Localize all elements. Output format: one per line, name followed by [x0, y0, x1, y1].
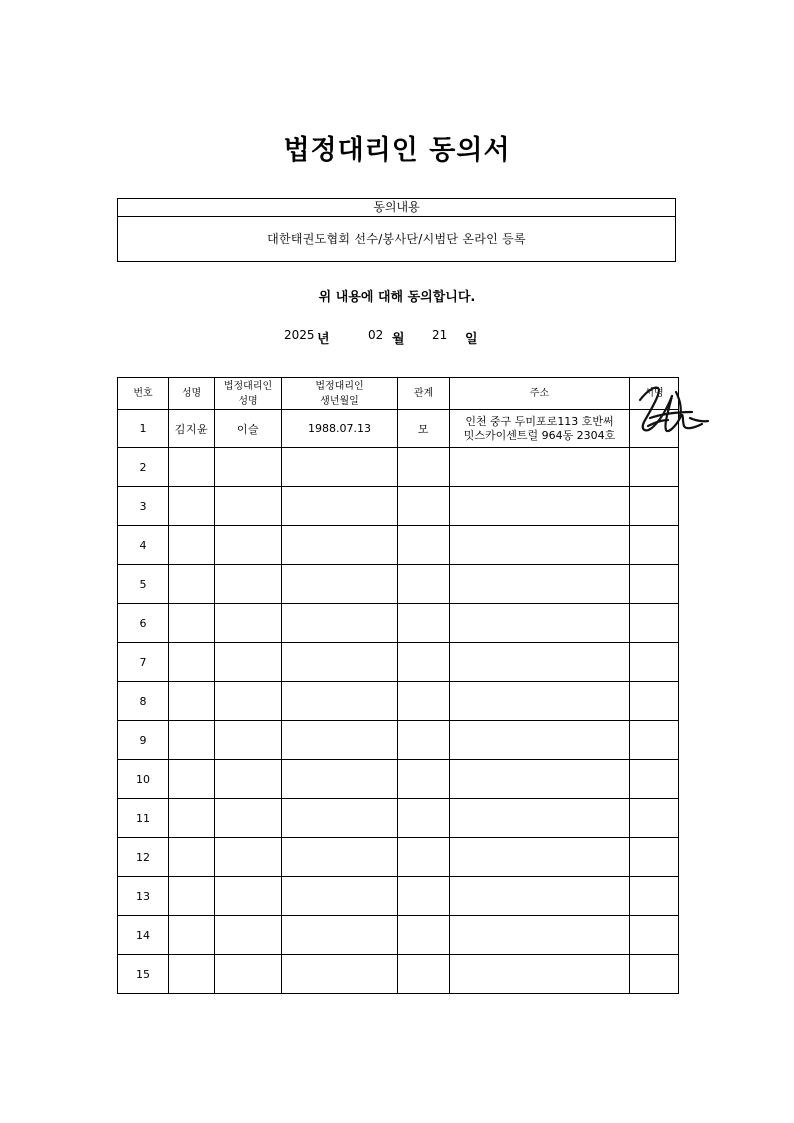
guardian-table [117, 377, 679, 994]
cell-name [169, 955, 215, 994]
cell-relation [398, 565, 450, 604]
cell-address [450, 877, 630, 916]
cell-no: 12 [118, 838, 169, 877]
header-address: 주소 [450, 378, 630, 410]
cell-guardian-birth [282, 838, 398, 877]
table-row [118, 604, 679, 643]
cell-signature [630, 760, 679, 799]
cell-no: 5 [118, 565, 169, 604]
cell-no: 15 [118, 955, 169, 994]
cell-address [450, 448, 630, 487]
cell-address [450, 410, 630, 448]
cell-no: 10 [118, 760, 169, 799]
header-guardian-name-line2: 성명 [238, 395, 258, 407]
cell-guardian-birth [282, 955, 398, 994]
cell-guardian-birth [282, 916, 398, 955]
handwritten-signature [632, 378, 712, 444]
date-month: 02 [368, 328, 384, 342]
table-row [118, 410, 679, 448]
cell-name [169, 604, 215, 643]
cell-no: 1 [118, 410, 169, 448]
cell-address-line1: 인천 중구 두미포로113 호반써 [465, 414, 614, 428]
cell-guardian-birth [282, 643, 398, 682]
cell-relation [398, 955, 450, 994]
cell-signature [630, 799, 679, 838]
cell-guardian-birth [282, 526, 398, 565]
cell-name [169, 682, 215, 721]
table-row [118, 799, 679, 838]
cell-no: 7 [118, 643, 169, 682]
cell-no: 9 [118, 721, 169, 760]
cell-guardian-birth [282, 604, 398, 643]
date-year: 2025 [284, 328, 315, 342]
cell-no: 11 [118, 799, 169, 838]
cell-relation: 모 [398, 410, 450, 448]
cell-name [169, 448, 215, 487]
cell-guardian-birth [282, 799, 398, 838]
cell-relation [398, 604, 450, 643]
cell-guardian-name [215, 565, 282, 604]
header-guardian-birth [282, 378, 398, 410]
cell-guardian-name [215, 838, 282, 877]
cell-guardian-birth [282, 487, 398, 526]
cell-signature [630, 916, 679, 955]
cell-no: 14 [118, 916, 169, 955]
cell-relation [398, 721, 450, 760]
cell-address [450, 643, 630, 682]
cell-relation [398, 643, 450, 682]
cell-address-line2: 밋스카이센트럴 964동 2304호 [463, 428, 616, 442]
cell-guardian-name [215, 721, 282, 760]
cell-no: 13 [118, 877, 169, 916]
cell-signature [630, 643, 679, 682]
cell-signature [630, 955, 679, 994]
cell-guardian-birth: 1988.07.13 [282, 410, 398, 448]
header-name: 성명 [169, 378, 215, 410]
table-row [118, 526, 679, 565]
table-row [118, 643, 679, 682]
consent-header: 동의내용 [118, 199, 675, 217]
header-guardian-name-line1: 법정대리인 [223, 380, 273, 392]
cell-guardian-name [215, 799, 282, 838]
cell-guardian-name [215, 604, 282, 643]
cell-guardian-name [215, 916, 282, 955]
cell-guardian-birth [282, 760, 398, 799]
cell-relation [398, 448, 450, 487]
table-row [118, 838, 679, 877]
cell-address [450, 955, 630, 994]
cell-signature [630, 838, 679, 877]
cell-name: 김지윤 [169, 410, 215, 448]
cell-guardian-name [215, 877, 282, 916]
cell-guardian-birth [282, 721, 398, 760]
cell-signature [630, 565, 679, 604]
cell-address [450, 916, 630, 955]
cell-relation [398, 877, 450, 916]
header-guardian-name [215, 378, 282, 410]
date-year-unit: 년 [317, 332, 330, 347]
cell-no: 4 [118, 526, 169, 565]
cell-name [169, 877, 215, 916]
cell-name [169, 760, 215, 799]
agree-statement: 위 내용에 대해 동의합니다. [318, 290, 476, 305]
cell-address [450, 721, 630, 760]
cell-no: 8 [118, 682, 169, 721]
table-header-row [118, 378, 679, 410]
table-row [118, 916, 679, 955]
cell-guardian-birth [282, 448, 398, 487]
date-day-unit: 일 [465, 332, 478, 347]
cell-guardian-name [215, 487, 282, 526]
cell-name [169, 721, 215, 760]
cell-signature [630, 526, 679, 565]
cell-guardian-name [215, 760, 282, 799]
table-row [118, 877, 679, 916]
header-relation: 관계 [398, 378, 450, 410]
cell-signature [630, 721, 679, 760]
cell-guardian-birth [282, 565, 398, 604]
table-row [118, 487, 679, 526]
cell-relation [398, 916, 450, 955]
date-day: 21 [432, 328, 448, 342]
cell-address [450, 838, 630, 877]
cell-signature [630, 487, 679, 526]
cell-name [169, 916, 215, 955]
cell-guardian-birth [282, 877, 398, 916]
cell-guardian-name [215, 448, 282, 487]
cell-signature [630, 682, 679, 721]
cell-signature [630, 877, 679, 916]
cell-guardian-name [215, 526, 282, 565]
cell-relation [398, 838, 450, 877]
cell-name [169, 799, 215, 838]
cell-guardian-name [215, 643, 282, 682]
cell-address [450, 565, 630, 604]
table-row [118, 682, 679, 721]
header-guardian-birth-line1: 법정대리인 [315, 380, 364, 392]
cell-relation [398, 487, 450, 526]
cell-address [450, 526, 630, 565]
table-row [118, 448, 679, 487]
cell-guardian-name [215, 682, 282, 721]
header-no: 번호 [118, 378, 169, 410]
cell-signature [630, 448, 679, 487]
cell-guardian-name [215, 955, 282, 994]
consent-body: 대한태권도협회 선수/봉사단/시범단 온라인 등록 [267, 232, 526, 246]
header-signature: 서명 [630, 378, 679, 410]
cell-address [450, 799, 630, 838]
cell-name [169, 838, 215, 877]
cell-no: 2 [118, 448, 169, 487]
cell-relation [398, 526, 450, 565]
cell-relation [398, 799, 450, 838]
cell-address [450, 604, 630, 643]
consent-box [117, 198, 676, 262]
cell-address [450, 487, 630, 526]
table-row [118, 760, 679, 799]
cell-guardian-name: 이슬 [215, 410, 282, 448]
date-month-unit: 월 [392, 332, 405, 347]
table-row [118, 955, 679, 994]
cell-name [169, 565, 215, 604]
cell-relation [398, 682, 450, 721]
cell-no: 6 [118, 604, 169, 643]
cell-name [169, 643, 215, 682]
table-row [118, 565, 679, 604]
table-row [118, 721, 679, 760]
cell-address [450, 760, 630, 799]
header-guardian-birth-line2: 생년월일 [320, 395, 359, 407]
cell-guardian-birth [282, 682, 398, 721]
cell-signature [630, 604, 679, 643]
cell-address [450, 682, 630, 721]
cell-relation [398, 760, 450, 799]
cell-no: 3 [118, 487, 169, 526]
cell-name [169, 487, 215, 526]
page-title: 법정대리인 동의서 [283, 135, 511, 166]
cell-name [169, 526, 215, 565]
